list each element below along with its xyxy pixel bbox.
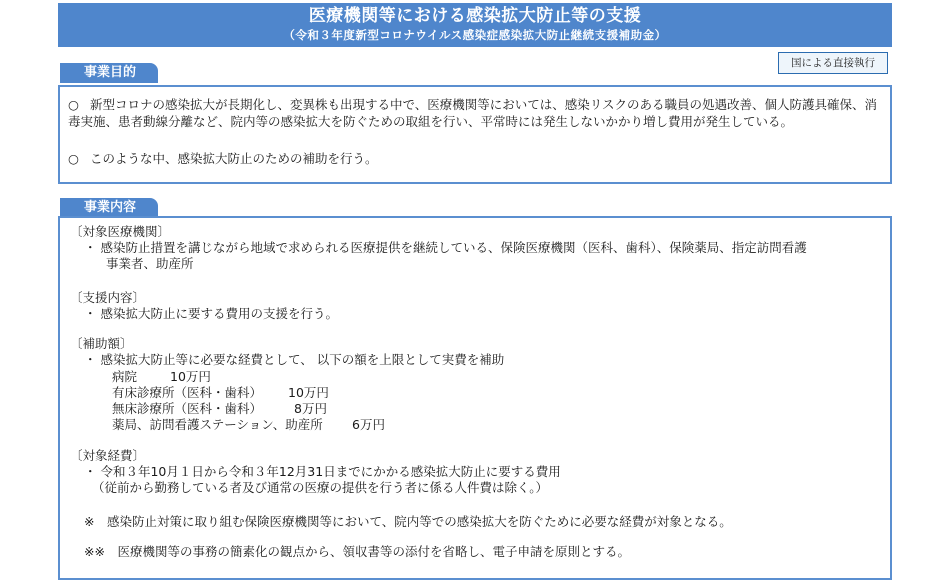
amount-row-pharmacy (112, 417, 323, 434)
content-section-label: 事業内容 (60, 198, 158, 218)
execution-badge: 国による直接執行 (778, 52, 888, 74)
amount-row-inpatient-clinic-value: 10万円 (288, 385, 329, 400)
purpose-item-2 (68, 150, 883, 167)
target-line-1: ・ 感染防止措置を講じながら地域で求められる医療提供を継続している、保険医療機関（医科、歯科）、保険薬局、指定訪問看護 (84, 240, 807, 255)
target-line-2: 事業者、助産所 (106, 256, 194, 271)
support-heading: 〔支援内容〕 (70, 290, 146, 305)
amount-row-hospital-value: 10万円 (170, 369, 211, 384)
purpose-item-2-text: このような中、感染拡大防止のための補助を行う。 (90, 151, 378, 166)
note-1: ※ 感染防止対策に取り組む保険医療機関等において、院内等での感染拡大を防ぐために必要な経費が対象となる。 (84, 514, 732, 529)
circle-bullet-icon: ○ (68, 151, 79, 166)
support-line-1: ・ 感染拡大防止に要する費用の支援を行う。 (84, 306, 338, 321)
target-heading: 〔対象医療機関〕 (70, 224, 171, 239)
amount-line-1: ・ 感染拡大防止等に必要な経費として、 以下の額を上限として実費を補助 (84, 352, 505, 367)
amount-row-inpatient-clinic (112, 385, 262, 402)
page-title: 医療機関等における感染拡大防止等の支援 (308, 6, 642, 26)
amount-heading: 〔補助額〕 (70, 336, 133, 351)
amount-row-hospital (112, 369, 137, 386)
amount-row-outpatient-clinic (112, 401, 262, 418)
amount-row-name: 無床診療所（医科・歯科） (112, 401, 263, 416)
expense-line-2: （従前から勤務している者及び通常の医療の提供を行う者に係る人件費は除く。） (92, 480, 549, 495)
content-box (58, 216, 892, 580)
expense-heading: 〔対象経費〕 (70, 448, 146, 463)
note-2: ※※ 医療機関等の事務の簡素化の観点から、領収書等の添付を省略し、電子申請を原則とする。 (84, 544, 630, 559)
purpose-section-label: 事業目的 (60, 63, 158, 83)
expense-line-1: ・ 令和３年10月１日から令和３年12月31日までにかかる感染拡大防止に要する費用 (84, 464, 561, 479)
purpose-box (58, 85, 892, 184)
circle-bullet-icon: ○ (68, 97, 79, 112)
amount-row-name: 病院 (112, 369, 138, 384)
page-subtitle: （令和３年度新型コロナウイルス感染症感染拡大防止継続支援補助金） (283, 28, 667, 42)
amount-row-pharmacy-value: 6万円 (352, 417, 385, 432)
amount-row-name: 有床診療所（医科・歯科） (112, 385, 263, 400)
amount-row-outpatient-clinic-value: 8万円 (294, 401, 327, 416)
purpose-item-1-text: 新型コロナの感染拡大が長期化し、変異株も出現する中で、医療機関等においては、感染リスクのある職員の処遇改善、個人防護具確保、消毒実施、患者動線分離など、院内等の感染拡大を防ぐための取組を行い、平常時には発生しないかかり増し費用が発生している。 (68, 97, 878, 129)
amount-row-name: 薬局、訪問看護ステーション、助産所 (112, 417, 323, 432)
title-banner (58, 3, 892, 47)
purpose-item-1 (68, 96, 883, 130)
